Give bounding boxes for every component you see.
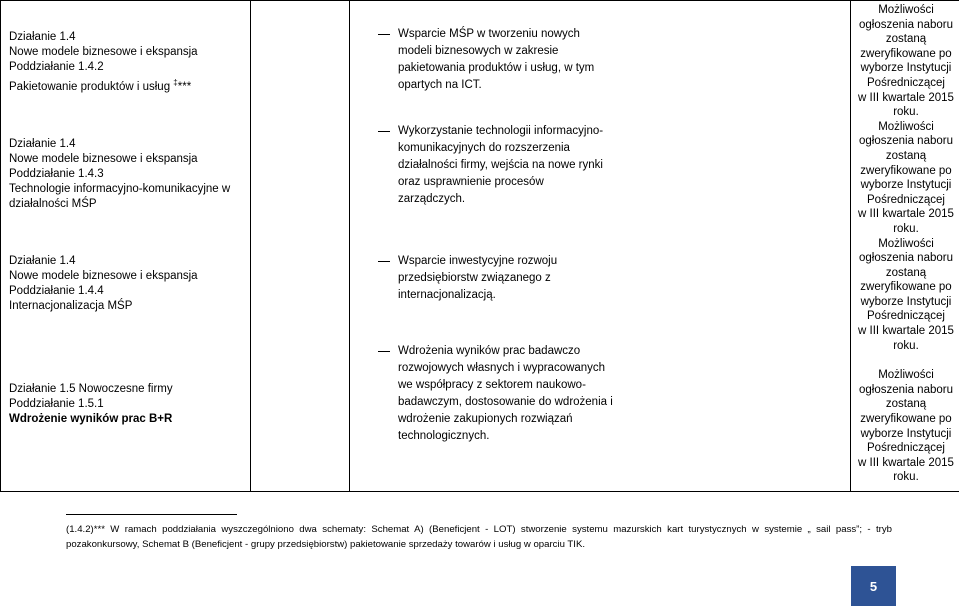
measure-entry-1-5-1: Działanie 1.5 Nowoczesne firmy Poddziałanie 1.5.1 Wdrożenie wyników prac B+R [9,382,173,425]
empty-column [251,1,350,492]
measure-entry-1-4-2: Działanie 1.4 Nowe modele biznesowe i ekspansja Poddziałanie 1.4.2 Pakietowanie produktów i usług ‡*** [9,31,198,93]
measure-entry-1-4-4: Działanie 1.4 Nowe modele biznesowe i ekspansja Poddziałanie 1.4.4 Internacjonalizacja MŚP [9,254,198,312]
measure-entry-1-4-3: Działanie 1.4 Nowe modele biznesowe i ekspansja Poddziałanie 1.4.3 Technologie informacyjno-komunikacyjne w działalności MŚP [9,137,231,210]
support-item: Wsparcie inwestycyjne rozwoju przedsiębiorstw związanego z internacjonalizacją. [378,253,614,304]
note-block: Możliwości ogłoszenia naboru zostaną zweryfikowane po wyborze Instytucji Pośredniczącej w III kwartale 2015 roku. [858,369,954,484]
dash-bullet-icon [378,34,390,35]
measures-column [1,1,251,492]
page-number-badge: 5 [851,566,896,606]
dash-bullet-icon [378,261,390,262]
notes-column [851,1,959,492]
support-scope-column [350,1,851,492]
note-block: Możliwości ogłoszenia naboru zostaną zweryfikowane po wyborze Instytucji Pośredniczącej w III kwartale 2015 roku. [858,4,954,119]
support-item: Wdrożenia wyników prac badawczo rozwojowych własnych i wypracowanych we współpracy z sektorem naukowo-badawczym, dostosowanie do wdrożenia i wdrożenie zakupionych rozwiązań technologicznych. [378,343,614,445]
footnote-text: (1.4.2)*** W ramach poddziałania wyszczególniono dwa schematy: Schemat A) (Beneficjent - LOT) stworzenie systemu mazurskich kart turystycznych w systemie „ sail pass”; - tryb pozakonkursowy, Schemat B (Beneficjent - grupy przedsiębiorstw) pakietowanie sprzedaży towarów i usług w oparciu TIK. [66,524,892,550]
note-block: Możliwości ogłoszenia naboru zostaną zweryfikowane po wyborze Instytucji Pośredniczącej w III kwartale 2015 roku. [858,237,954,352]
dash-bullet-icon [378,351,390,352]
support-item: Wykorzystanie technologii informacyjno-komunikacyjnych do rozszerzenia działalności firmy, wejścia na nowe rynki oraz usprawnienie procesów zarządczych. [378,123,614,208]
footnote-separator [66,514,237,515]
support-item: Wsparcie MŚP w tworzeniu nowych modeli biznesowych w zakresie pakietowania produktów i usług, w tym opartych na ICT. [378,26,614,94]
note-block: Możliwości ogłoszenia naboru zostaną zweryfikowane po wyborze Instytucji Pośredniczącej w III kwartale 2015 roku. [858,120,954,235]
dash-bullet-icon [378,131,390,132]
